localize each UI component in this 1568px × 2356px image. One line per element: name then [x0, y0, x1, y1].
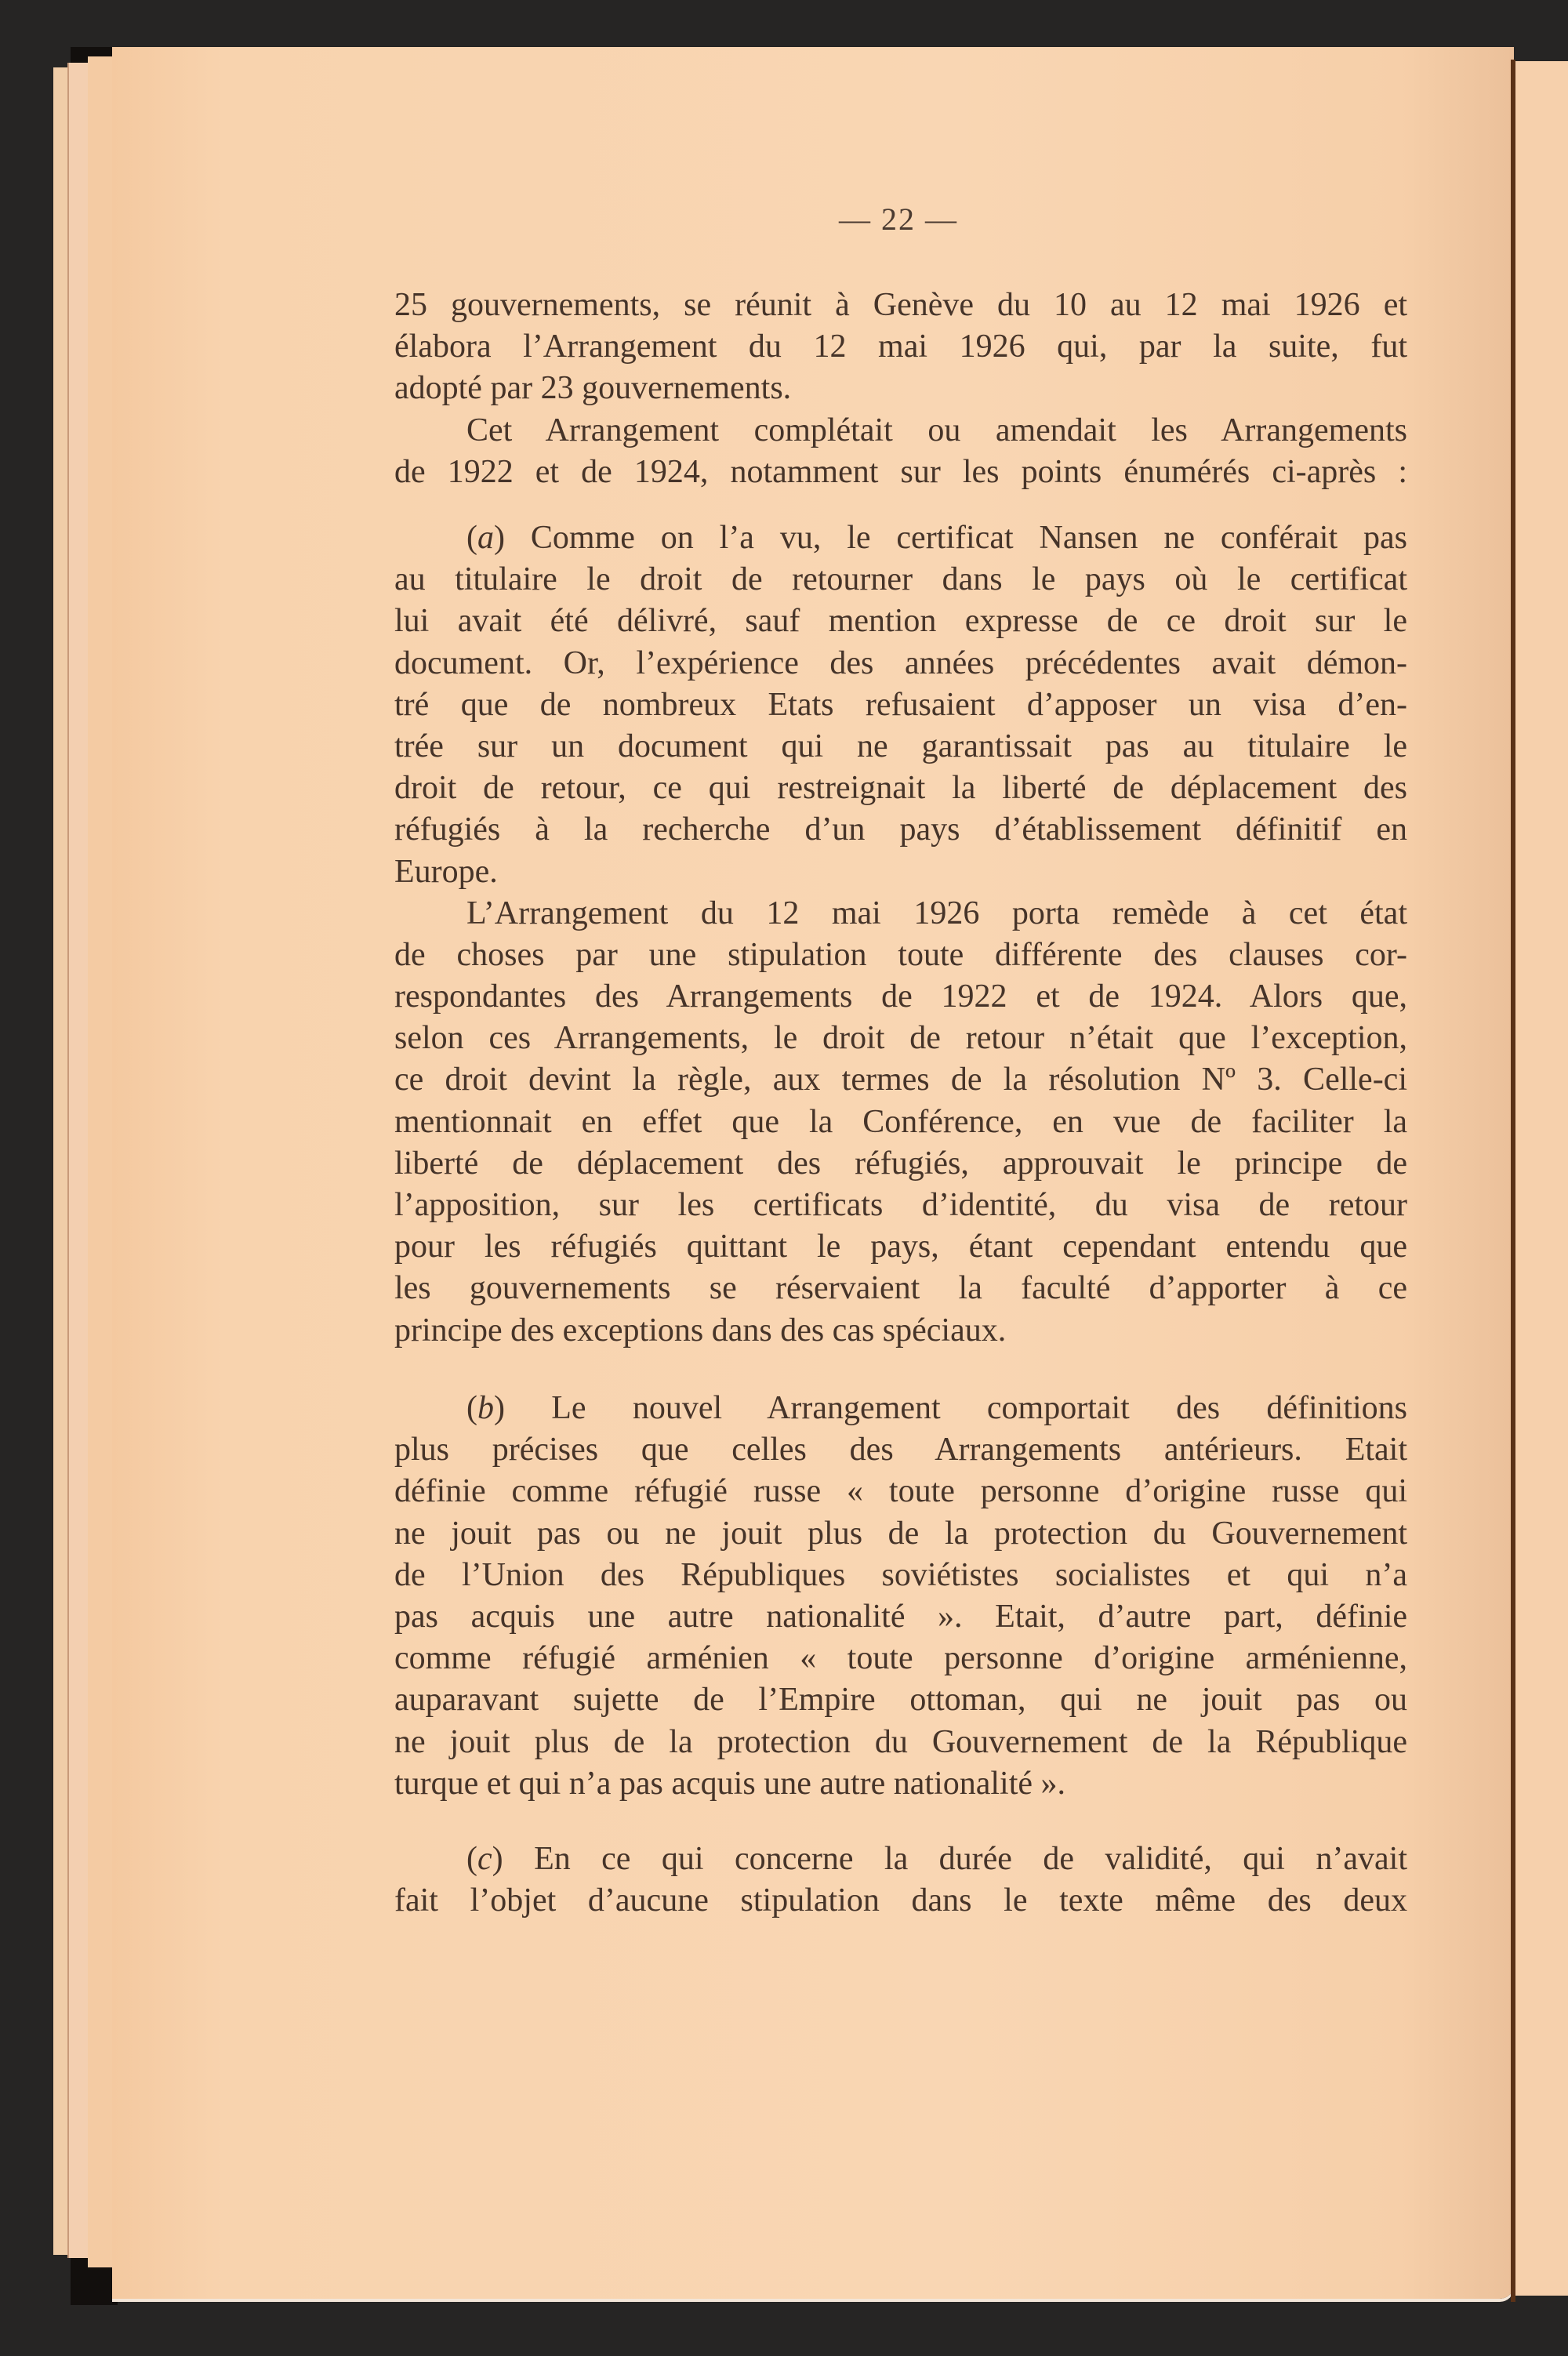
line-text: Comme on l’a vu, le certificat Nansen ne conférait pas — [505, 520, 1407, 556]
line-text: de l’Union des Républiques soviétistes socialistes et qui n’a — [394, 1556, 1407, 1593]
line-text: En ce qui concerne la durée de validité, qui n’avait — [503, 1841, 1407, 1877]
text-line — [394, 1102, 1407, 1143]
item-label — [466, 1841, 503, 1877]
text-line — [394, 643, 1407, 684]
text-line — [394, 684, 1407, 726]
item-paren: ( — [466, 1390, 477, 1426]
section-c — [394, 1839, 1407, 1922]
item-letter: c — [477, 1841, 492, 1877]
page-number: — 22 — — [839, 201, 958, 237]
text-line — [394, 1679, 1407, 1721]
text-line — [394, 1310, 1407, 1352]
text-line — [394, 601, 1407, 642]
line-text: l’apposition, sur les certificats d’identité, du visa de retour — [394, 1187, 1407, 1223]
line-text: ce droit devint la règle, aux termes de la résolution Nº 3. Celle-ci — [394, 1062, 1407, 1098]
text-line — [394, 368, 1407, 409]
item-paren: ( — [466, 520, 477, 556]
text-line — [394, 1638, 1407, 1679]
text-line — [394, 1059, 1407, 1101]
text-line — [394, 809, 1407, 851]
text-line — [394, 726, 1407, 768]
line-text: pas acquis une autre nationalité ». Etait, d’autre part, définie — [394, 1598, 1407, 1635]
section-a — [394, 517, 1407, 1352]
item-letter: b — [477, 1390, 494, 1426]
line-text: selon ces Arrangements, le droit de retour n’était que l’exception, — [394, 1020, 1407, 1057]
text-line — [394, 1226, 1407, 1268]
paragraph-intro — [394, 285, 1407, 493]
line-text: turque et qui n’a pas acquis une autre nationalité ». — [394, 1765, 1066, 1802]
text-line — [394, 326, 1407, 368]
text-line — [394, 976, 1407, 1018]
line-text: élabora l’Arrangement du 12 mai 1926 qui, par la suite, fut — [394, 329, 1407, 365]
line-text: tré que de nombreux Etats refusaient d’apposer un visa d’en- — [394, 686, 1407, 723]
facing-page-edge — [1515, 61, 1568, 2296]
line-text: ne jouit plus de la protection du Gouvernement de la République — [394, 1723, 1407, 1760]
text-line — [394, 1388, 1407, 1429]
text-line — [394, 559, 1407, 601]
text-line — [394, 1429, 1407, 1471]
text-line — [394, 1722, 1407, 1763]
line-text: pour les réfugiés quittant le pays, étant cependant entendu que — [394, 1229, 1407, 1265]
text-line — [394, 1185, 1407, 1226]
line-text: principe des exceptions dans des cas spéciaux. — [394, 1312, 1007, 1349]
line-text: de 1922 et de 1924, notamment sur les points énumérés ci-après : — [394, 453, 1407, 490]
line-text: Le nouvel Arrangement comportait des définitions — [505, 1390, 1407, 1426]
text-line — [394, 517, 1407, 559]
item-letter: a — [477, 520, 494, 556]
line-text: fait l’objet d’aucune stipulation dans le texte même des deux — [394, 1882, 1407, 1919]
line-text: L’Arrangement du 12 mai 1926 porta remède à cet état — [466, 895, 1407, 931]
line-text: de choses par une stipulation toute différente des clauses cor- — [394, 936, 1407, 973]
line-text: adopté par 23 gouvernements. — [394, 370, 792, 407]
text-line — [394, 1839, 1407, 1880]
text-line — [394, 1555, 1407, 1596]
text-line — [394, 893, 1407, 935]
line-text: au titulaire le droit de retourner dans le pays où le certificat — [394, 561, 1407, 598]
text-line — [394, 1018, 1407, 1059]
text-line — [394, 851, 1407, 893]
item-paren: ( — [466, 1841, 477, 1877]
section-b — [394, 1388, 1407, 1805]
line-text: réfugiés à la recherche d’un pays d’établissement définitif en — [394, 811, 1407, 848]
text-line — [394, 768, 1407, 809]
text-line — [394, 452, 1407, 493]
line-text: auparavant sujette de l’Empire ottoman, qui ne jouit pas ou — [394, 1682, 1407, 1719]
text-line — [394, 1763, 1407, 1805]
item-paren: ) — [492, 1841, 503, 1877]
line-text: définie comme réfugié russe « toute personne d’origine russe qui — [394, 1473, 1407, 1510]
line-text: document. Or, l’expérience des années précédentes avait démon- — [394, 644, 1407, 681]
line-text: liberté de déplacement des réfugiés, approuvait le principe de — [394, 1145, 1407, 1182]
item-label — [466, 1390, 505, 1426]
item-paren: ) — [494, 520, 505, 556]
line-text: trée sur un document qui ne garantissait pas au titulaire le — [394, 728, 1407, 764]
line-text: 25 gouvernements, se réunit à Genève du 10 au 12 mai 1926 et — [394, 287, 1407, 323]
item-paren: ) — [494, 1390, 505, 1426]
line-text: les gouvernements se réservaient la faculté d’apporter à ce — [394, 1270, 1407, 1307]
line-text: ne jouit pas ou ne jouit plus de la protection du Gouvernement — [394, 1515, 1407, 1552]
line-text: Europe. — [394, 853, 498, 890]
text-line — [394, 410, 1407, 452]
text-line — [394, 935, 1407, 976]
item-label — [466, 520, 505, 556]
text-line — [394, 285, 1407, 326]
text-line — [394, 1143, 1407, 1185]
text-line — [394, 1471, 1407, 1512]
text-line — [394, 1596, 1407, 1638]
text-line — [394, 1268, 1407, 1309]
line-text: droit de retour, ce qui restreignait la liberté de déplacement des — [394, 770, 1407, 807]
line-text: lui avait été délivré, sauf mention expresse de ce droit sur le — [394, 603, 1407, 640]
line-text: mentionnait en effet que la Conférence, en vue de faciliter la — [394, 1103, 1407, 1140]
line-text: plus précises que celles des Arrangements antérieurs. Etait — [394, 1432, 1407, 1468]
text-line — [394, 1880, 1407, 1922]
line-text: Cet Arrangement complétait ou amendait les Arrangements — [466, 412, 1407, 448]
line-text: respondantes des Arrangements de 1922 et de 1924. Alors que, — [394, 978, 1407, 1015]
line-text: comme réfugié arménien « toute personne d’origine arménienne, — [394, 1640, 1407, 1677]
text-line — [394, 1513, 1407, 1555]
